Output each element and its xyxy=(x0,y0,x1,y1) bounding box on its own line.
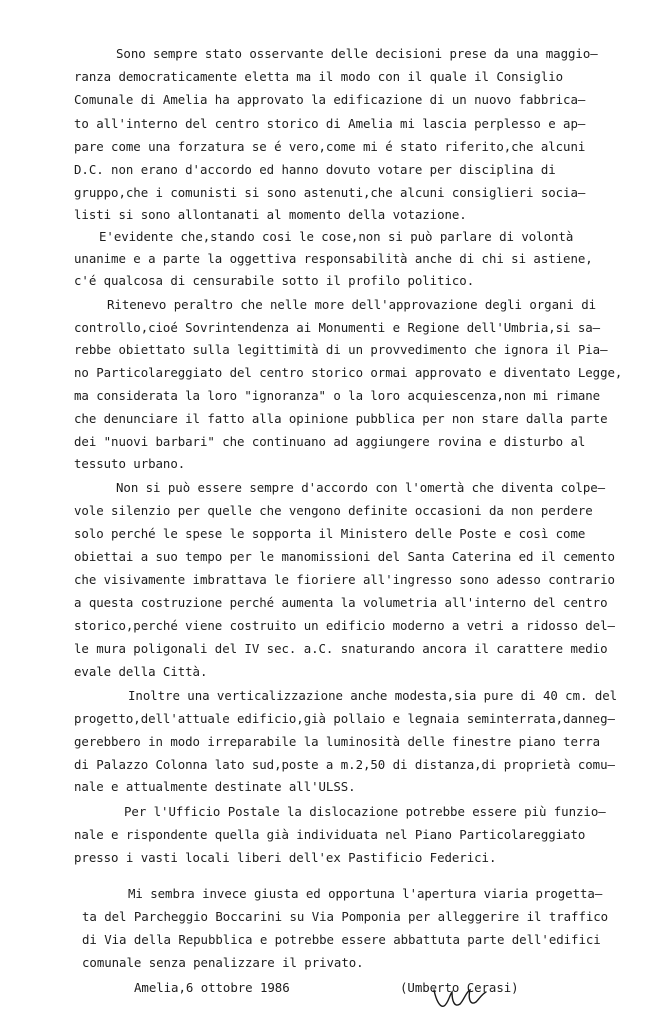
text-line: le mura poligonali del IV sec. a.C. snaturando ancora il carattere medio xyxy=(74,641,608,656)
signatory-name: (Umberto Cerasi) xyxy=(400,980,519,995)
text-line: dei "nuovi barbari" che continuano ad aggiungere rovina e disturbo al xyxy=(74,434,586,449)
handwritten-signature xyxy=(430,984,490,1018)
text-line: di Palazzo Colonna lato sud,poste a m.2,50 di distanza,di proprietà comu– xyxy=(74,757,615,772)
text-line: to all'interno del centro storico di Amelia mi lascia perplesso e ap– xyxy=(74,116,586,131)
text-line: Comunale di Amelia ha approvato la edificazione di un nuovo fabbrica– xyxy=(74,92,586,107)
text-line: vole silenzio per quelle che vengono definite occasioni da non perdere xyxy=(74,503,593,518)
text-line: nale e attualmente destinate all'ULSS. xyxy=(74,779,356,794)
text-line: gerebbero in modo irreparabile la luminosità delle finestre piano terra xyxy=(74,734,601,749)
text-line: Non si può essere sempre d'accordo con l'omertà che diventa colpe– xyxy=(116,480,606,495)
text-line: rebbe obiettato sulla legittimità di un provvedimento che ignora il Pia– xyxy=(74,342,608,357)
text-line: c'é qualcosa di censurabile sotto il profilo politico. xyxy=(74,273,475,288)
text-line: no Particolareggiato del centro storico ormai approvato e diventato Legge, xyxy=(74,365,623,380)
text-line: unanime e a parte la oggettiva responsabilità anche di chi si astiene, xyxy=(74,251,593,266)
text-line: obiettai a suo tempo per le manomissioni del Santa Caterina ed il cemento xyxy=(74,549,615,564)
text-line: ranza democraticamente eletta ma il modo con il quale il Consiglio xyxy=(74,69,564,84)
text-line: Sono sempre stato osservante delle decisioni prese da una maggio– xyxy=(116,46,598,61)
text-line: comunale senza penalizzare il privato. xyxy=(82,955,364,970)
text-line: solo perché le spese le sopporta il Ministero delle Poste e così come xyxy=(74,526,586,541)
text-line: Inoltre una verticalizzazione anche modesta,sia pure di 40 cm. del xyxy=(128,688,618,703)
text-line: ta del Parcheggio Boccarini su Via Pomponia per alleggerire il traffico xyxy=(82,909,609,924)
text-line: gruppo,che i comunisti si sono astenuti,che alcuni consiglieri socia– xyxy=(74,185,586,200)
text-line: nale e rispondente quella già individuata nel Piano Particolareggiato xyxy=(74,827,586,842)
text-line: di Via della Repubblica e potrebbe essere abbattuta parte dell'edifici xyxy=(82,932,601,947)
text-line: ma considerata la loro "ignoranza" o la loro acquiescenza,non mi rimane xyxy=(74,388,601,403)
text-line: Per l'Ufficio Postale la dislocazione potrebbe essere più funzio– xyxy=(124,804,606,819)
text-line: che visivamente imbrattava le fioriere all'ingresso sono adesso contrario xyxy=(74,572,615,587)
place-date: Amelia,6 ottobre 1986 xyxy=(134,980,290,995)
text-line: D.C. non erano d'accordo ed hanno dovuto votare per disciplina di xyxy=(74,162,556,177)
text-line: che denunciare il fatto alla opinione pubblica per non stare dalla parte xyxy=(74,411,608,426)
text-line: controllo,cioé Sovrintendenza ai Monumenti e Regione dell'Umbria,si sa– xyxy=(74,320,601,335)
text-line: Mi sembra invece giusta ed opportuna l'apertura viaria progetta– xyxy=(128,886,603,901)
text-line: evale della Città. xyxy=(74,664,208,679)
text-line: pare come una forzatura se é vero,come mi é stato riferito,che alcuni xyxy=(74,139,586,154)
text-line: a questa costruzione perché aumenta la volumetria all'interno del centro xyxy=(74,595,608,610)
text-line: tessuto urbano. xyxy=(74,456,186,471)
text-line: presso i vasti locali liberi dell'ex Pastificio Federici. xyxy=(74,850,497,865)
text-line: Ritenevo peraltro che nelle more dell'approvazione degli organi di xyxy=(107,297,597,312)
text-line: E'evidente che,stando cosi le cose,non si può parlare di volontà xyxy=(99,229,574,244)
text-line: storico,perché viene costruito un edificio moderno a vetri a ridosso del– xyxy=(74,618,615,633)
text-line: progetto,dell'attuale edificio,già pollaio e legnaia seminterrata,danneg– xyxy=(74,711,615,726)
text-line: listi si sono allontanati al momento della votazione. xyxy=(74,207,467,222)
